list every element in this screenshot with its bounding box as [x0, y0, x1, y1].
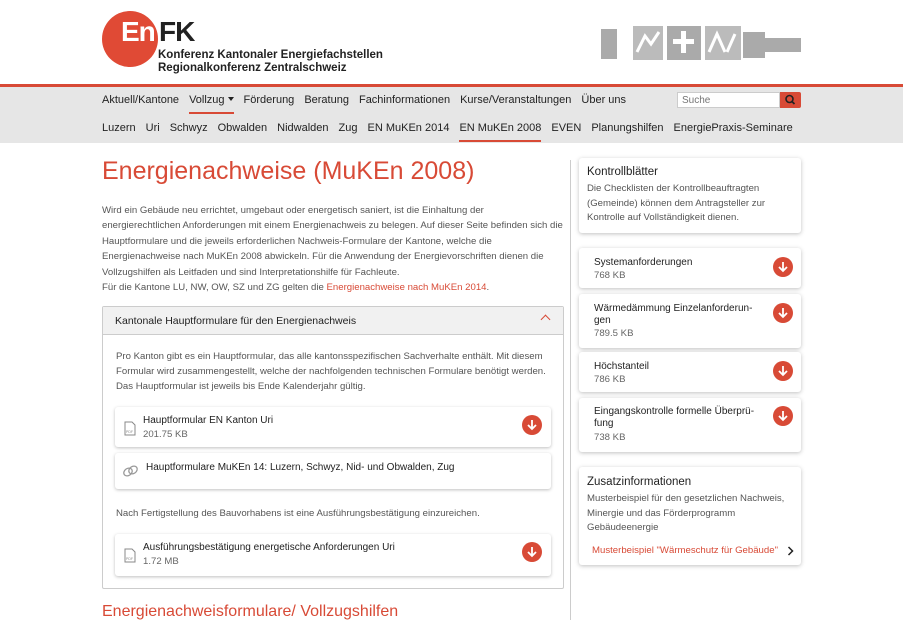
subnav-en-muken-2008[interactable]: EN MuKEn 2008	[459, 122, 542, 134]
search-icon	[780, 92, 801, 108]
file-title[interactable]: Wärmedämmung Einzelanforderun-gen	[594, 303, 753, 326]
subnav-en-muken-2014[interactable]: EN MuKEn 2014	[367, 122, 450, 134]
card-title: Kontrollblätter	[587, 166, 658, 178]
main-content	[102, 152, 564, 295]
download-arrow-icon	[522, 415, 542, 435]
download-arrow-icon	[522, 542, 542, 562]
download-arrow-icon	[773, 406, 793, 426]
main-nav	[102, 94, 636, 106]
download-arrow-icon	[773, 361, 793, 381]
download-button[interactable]	[522, 542, 542, 562]
subnav-obwalden[interactable]: Obwalden	[217, 122, 268, 134]
nav-vollzug[interactable]	[189, 94, 233, 106]
search-button[interactable]	[780, 92, 801, 108]
site-header	[0, 0, 903, 88]
card-zusatzinformationen	[579, 467, 801, 565]
file-card-ausfuehrungsbestaetigung[interactable]	[115, 534, 551, 576]
search-input[interactable]	[677, 92, 780, 108]
file-size: 786 KB	[594, 374, 626, 385]
caret-down-icon	[228, 97, 234, 101]
page-title: Energienachweise (MuKEn 2008)	[102, 157, 475, 185]
accordion-hauptformulare	[102, 306, 564, 589]
download-button[interactable]	[773, 303, 793, 323]
download-arrow-icon	[773, 303, 793, 323]
file-card-hauptformular-uri[interactable]	[115, 407, 551, 447]
org-name-line2: Regionalkonferenz Zentralschweiz	[158, 62, 347, 74]
file-title[interactable]: Systemanforderungen	[594, 257, 693, 268]
subnav-energiepraxis[interactable]: EnergiePraxis-Seminare	[673, 122, 793, 134]
nav-kurse[interactable]: Kurse/Veranstaltungen	[460, 94, 572, 106]
logo-fk-text[interactable]: FK	[159, 16, 195, 47]
musterbeispiel-link[interactable]: Musterbeispiel "Wärmeschutz für Gebäude"	[592, 545, 778, 556]
subnav-uri[interactable]: Uri	[145, 122, 160, 134]
file-title[interactable]: Eingangskontrolle formelle Überprü-fung	[594, 406, 755, 429]
download-button[interactable]	[522, 415, 542, 435]
subnav-luzern[interactable]: Luzern	[102, 122, 136, 134]
navigation-bar	[0, 87, 903, 143]
card-kontrollblaetter	[579, 158, 801, 233]
intro-paragraph-2-prefix: Für die Kantone LU, NW, OW, SZ und ZG gelten die	[102, 282, 327, 294]
nav-foerderung[interactable]: Förderung	[243, 94, 295, 106]
accordion-title: Kantonale Hauptformulare für den Energienachweis	[115, 315, 357, 327]
card-title: Zusatzinformationen	[587, 476, 692, 488]
sub-nav	[102, 122, 803, 134]
accordion-header[interactable]	[103, 307, 563, 335]
subnav-planungshilfen[interactable]: Planungshilfen	[591, 122, 664, 134]
logo-en-text[interactable]: En	[121, 16, 155, 47]
file-card-eingangskontrolle[interactable]	[579, 398, 801, 452]
file-size: 789.5 KB	[594, 328, 634, 339]
pdf-label: PDF	[126, 557, 133, 561]
download-button[interactable]	[773, 406, 793, 426]
file-card-systemanforderungen[interactable]	[579, 248, 801, 288]
file-title[interactable]: Ausführungsbestätigung energetische Anforderungen Uri	[143, 542, 395, 553]
org-name-line1: Konferenz Kantonaler Energiefachstellen	[158, 49, 383, 61]
card-text: Die Checklisten der Kontrollbeauftragten (Gemeinde) können dem Antragsteller zur Kontrolle auf Vollständigkeit dienen.	[587, 183, 766, 223]
card-text: Musterbeispiel für den gesetzlichen Nachweis, Minergie und das Förderprogramm Gebäudeenergie	[587, 493, 785, 533]
accordion-text-1: Pro Kanton gibt es ein Hauptformular, das alle kantonsspezifischen Sachverhalte enthält. Mit diesem Formular wird zusammengestellt, welche der nachfolgenden technischen Formulare benötigt werden. Das Hauptformular ist jeweils bis Ende Kalenderjahr gültig.	[116, 351, 546, 392]
chevron-right-icon[interactable]	[787, 546, 794, 556]
muken-2014-link[interactable]: Energienachweise nach MuKEn 2014	[326, 282, 487, 294]
pdf-file-icon	[124, 548, 136, 563]
nav-ueber-uns[interactable]: Über uns	[581, 94, 627, 106]
link-icon	[122, 463, 139, 479]
file-title[interactable]: Höchstanteil	[594, 361, 650, 372]
file-size: 1.72 MB	[143, 556, 179, 567]
file-title[interactable]: Hauptformular EN Kanton Uri	[143, 415, 274, 426]
intro-paragraph-2-suffix: .	[486, 282, 490, 294]
section-title-formulare: Energienachweisformulare/ Vollzugshilfen	[102, 603, 399, 620]
subnav-zug[interactable]: Zug	[338, 122, 358, 134]
download-arrow-icon	[773, 257, 793, 277]
nav-aktuell[interactable]: Aktuell/Kantone	[102, 94, 180, 106]
link-card-hauptformulare-muken14[interactable]	[115, 453, 551, 489]
accordion-text-2: Nach Fertigstellung des Bauvorhabens ist eine Ausführungsbestätigung einzureichen.	[116, 508, 480, 519]
file-size: 738 KB	[594, 432, 626, 443]
file-card-waermedaemmung[interactable]	[579, 294, 801, 348]
subnav-even[interactable]: EVEN	[551, 122, 582, 134]
subnav-schwyz[interactable]: Schwyz	[169, 122, 208, 134]
download-button[interactable]	[773, 257, 793, 277]
intro-paragraph-1: Wird ein Gebäude neu errichtet, umgebaut oder energetisch saniert, ist die Einhaltung der energierechtlichen Anforderungen mit einem Energienachweis zu belegen. Auf dieser Seite befinden sich die Hauptformulare und die jeweils erforderlichen Nachweis-Formulare der Kantone, welche die Energienachweise nach MuKEn 2008 abwickeln. Für die Anwendung der Energievorschriften dienen die Vollzugshilfen als Leitfaden und sind Interpretationshilfe für Fachleute.	[102, 205, 563, 278]
subnav-nidwalden[interactable]: Nidwalden	[277, 122, 329, 134]
pdf-file-icon	[124, 421, 136, 436]
link-title[interactable]: Hauptformulare MuKEn 14: Luzern, Schwyz, Nid- und Obwalden, Zug	[146, 462, 455, 473]
file-card-hoechstanteil[interactable]	[579, 352, 801, 392]
column-divider	[570, 160, 571, 620]
nav-fachinformationen[interactable]: Fachinformationen	[358, 94, 451, 106]
pdf-label: PDF	[126, 430, 133, 434]
intro-text	[102, 203, 564, 295]
chevron-up-icon[interactable]	[541, 315, 551, 325]
nav-vollzug-label: Vollzug	[189, 94, 225, 106]
file-size: 768 KB	[594, 270, 626, 281]
file-size: 201.75 KB	[143, 429, 188, 440]
canton-crests-icon	[601, 26, 801, 60]
download-button[interactable]	[773, 361, 793, 381]
nav-beratung[interactable]: Beratung	[304, 94, 349, 106]
